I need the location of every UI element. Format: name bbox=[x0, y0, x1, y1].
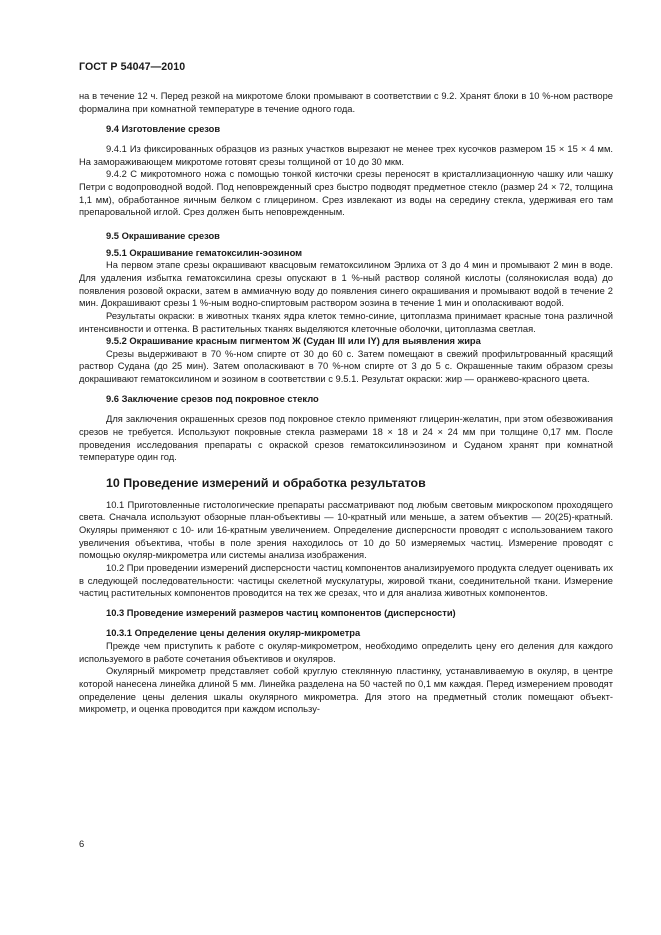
paragraph-9-6: Для заключения окрашенных срезов под покровное стекло применяют глицерин-желатин, при этом обезвоживания срезов не требуется. Используют покровные стекла размерами 18 × 18 и 24 × 24 мм при толщине 0,17 мм. После проведения исследования препараты с окраской срезов гематоксилинэозином и Суданом хранят при комнатной температуре один год. bbox=[79, 414, 613, 463]
paragraph-10-3-1-b: Окулярный микрометр представляет собой круглую стеклянную пластинку, устанавливаемую в окуляр, в центре которой нанесена линейка длиной 5 мм. Линейка разделена на 50 частей по 0,1 мм каждая. Перед измерением проводят определение цены деления шкалы окулярного микрометра. Для этого на предметный столик помещают объект-микрометр, и оценка проводится при каждом использу- bbox=[79, 666, 613, 715]
standard-header: ГОСТ Р 54047—2010 bbox=[79, 61, 186, 73]
section-heading-9-6: 9.6 Заключение срезов под покровное стекло bbox=[106, 394, 319, 405]
chapter-heading-10: 10 Проведение измерений и обработка результатов bbox=[106, 476, 426, 491]
subsection-heading-9-5-2: 9.5.2 Окрашивание красным пигментом Ж (Судан III или IY) для выявления жира bbox=[106, 336, 481, 347]
section-heading-10-3: 10.3 Проведение измерений размеров частиц компонентов (дисперсности) bbox=[106, 608, 456, 619]
paragraph-9-4-1: 9.4.1 Из фиксированных образцов из разных участков вырезают не менее трех кусочков размером 15 × 15 × 4 мм. На замораживающем микротоме готовят срезы толщиной от 10 до 30 мкм. bbox=[79, 143, 613, 167]
paragraph-9-4-2: 9.4.2 С микротомного ножа с помощью тонкой кисточки срезы переносят в кристаллизационную чашку или чашку Петри с водопроводной водой. Под неповрежденный срез быстро подводят предметное стекло (размер 24 × 72, толщина 1,1 мм), обработанное яичным белком с глицерином. Срез извлекают из воды на середину стекла, удерживая его там препаровальной иглой. Срез должен быть неповрежденным. bbox=[79, 169, 613, 218]
document-body bbox=[79, 90, 613, 716]
paragraph-10-1: 10.1 Приготовленные гистологические препараты рассматривают под любым световым микроскопом проходящего света. Сначала используют обзорные план-объективы — 10-кратный или меньше, а затем объектив — 20(25)-кратный. Окуляры применяют с 10- или 16-кратным увеличением. Определение дисперсности проводят с использованием такого увеличения объектива, чтобы в поле зрения находилось от 10 до 50 измеряемых частиц. Измерение проводят с помощью окуляр-микрометра или системы анализа изображения. bbox=[79, 499, 613, 561]
paragraph-10-2: 10.2 При проведении измерений дисперсности частиц компонентов анализируемого продукта следует оценивать их в следующей последовательности: частицы скелетной мускулатуры, жировой ткани, соединительной ткани. Измерение частиц растительных компонентов проводится на тех же срезах, что и для анализа животных компонентов. bbox=[79, 562, 613, 599]
paragraph-9-5-1-a: На первом этапе срезы окрашивают квасцовым гематоксилином Эрлиха от 3 до 4 мин и промывают 2 мин в воде. Для удаления избытка гематоксилина срезы опускают в 1 %-ный раствор соляной кислоты (солянокислая вода) до появления розовой окраски, затем в аммиачную воду до появления синего окрашивания и промывают водой в течение 2 мин. Докрашивают срезы 1 %-ным водно-спиртовым раствором эозина в течение 1 мин и ополаскивают водой. bbox=[79, 260, 613, 309]
section-heading-9-4: 9.4 Изготовление срезов bbox=[106, 123, 221, 134]
paragraph-9-5-2: Срезы выдерживают в 70 %-ном спирте от 30 до 60 с. Затем помещают в свежий профильтрованный красящий раствор Судана (до 25 мин). Затем ополаскивают в 70 %-ном спирте от 3 до 5 с. Окрашенные таким образом срезы докрашивают гематоксилином и эозином в соответствии с 9.5.1. Результат окраски: жир — оранжево-красного цвета. bbox=[79, 348, 613, 385]
intro-paragraph: на в течение 12 ч. Перед резкой на микротоме блоки промывают в соответствии с 9.2. Хранят блоки в 10 %-ном растворе формалина при комнатной температуре в течение одного года. bbox=[79, 91, 613, 114]
subsection-heading-9-5-1: 9.5.1 Окрашивание гематоксилин-эозином bbox=[106, 247, 303, 258]
section-heading-9-5: 9.5 Окрашивание срезов bbox=[106, 230, 220, 241]
subsection-heading-10-3-1: 10.3.1 Определение цены деления окуляр-микрометра bbox=[106, 628, 361, 639]
paragraph-9-5-1-b: Результаты окраски: в животных тканях ядра клеток темно-синие, цитоплазма принимает красные тона различной интенсивности и оттенка. В растительных тканях выделяются клеточные оболочки, цитоплазма светлая. bbox=[79, 310, 613, 334]
paragraph-10-3-1-a: Прежде чем приступить к работе с окуляр-микрометром, необходимо определить цену его деления для каждого используемого в работе сочетания объективов и окуляров. bbox=[79, 641, 613, 664]
page-number: 6 bbox=[79, 839, 85, 849]
